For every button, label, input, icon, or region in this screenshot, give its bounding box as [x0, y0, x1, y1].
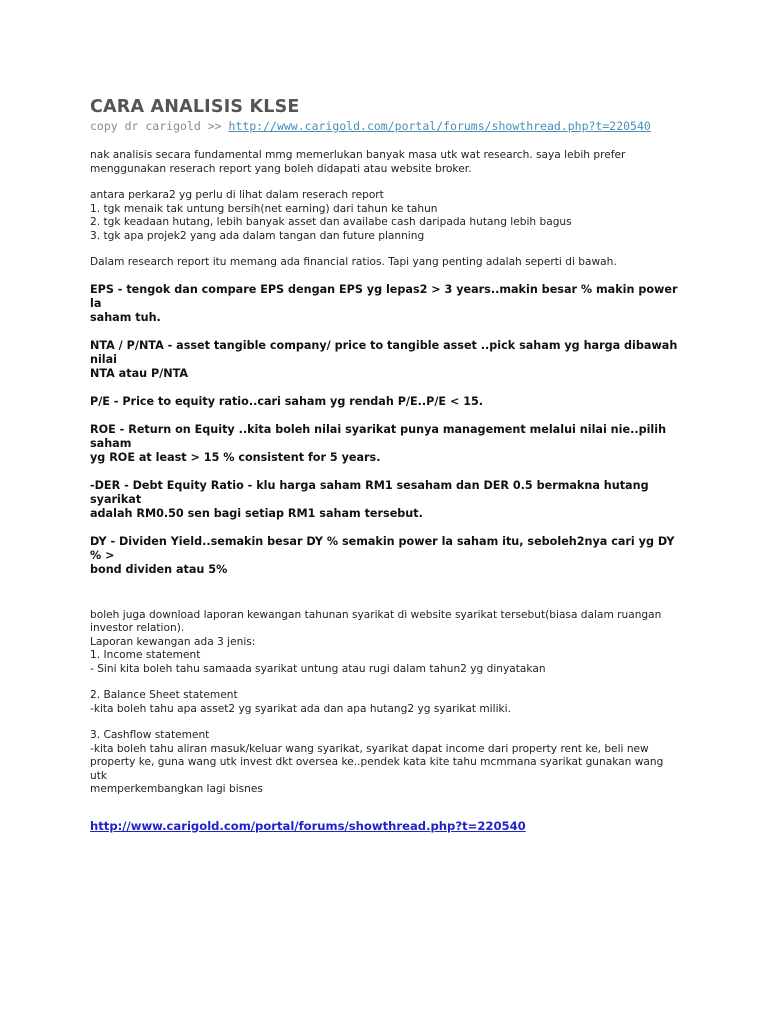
text-line: boleh juga download laporan kewangan tahunan syarikat di website syarikat tersebut(biasa dalam ruangan	[90, 608, 662, 621]
text-line: nak analisis secara fundamental mmg memerlukan banyak masa utk wat research. saya lebih prefer	[90, 149, 626, 161]
text-line: -kita boleh tahu aliran masuk/keluar wang syarikat, syarikat dapat income dari property rent ke, beli new	[90, 742, 649, 755]
source-prefix: copy dr carigold >>	[90, 119, 229, 133]
ratio-eps	[90, 283, 680, 325]
text-line: ROE - Return on Equity ..kita boleh nilai syarikat punya management melalui nilai nie..pilih saham	[90, 422, 667, 450]
ratios-intro	[90, 256, 680, 270]
text-line: antara perkara2 yg perlu di lihat dalam reserach report	[90, 189, 384, 201]
list-item: 1. tgk menaik tak untung bersih(net earning) dari tahun ke tahun	[90, 202, 438, 215]
text-line: yg ROE at least > 15 % consistent for 5 years.	[90, 450, 381, 464]
spacer	[90, 591, 680, 609]
ratio-dy	[90, 535, 680, 577]
ratio-pe	[90, 395, 680, 409]
text-line: Laporan kewangan ada 3 jenis:	[90, 635, 256, 648]
footer-link[interactable]: http://www.carigold.com/portal/forums/showthread.php?t=220540	[90, 818, 526, 833]
list-item: 2. Balance Sheet statement	[90, 689, 238, 701]
document-page	[90, 96, 680, 833]
ratio-der	[90, 479, 680, 521]
text-line: investor relation).	[90, 622, 185, 634]
text-line: memperkembangkan lagi bisnes	[90, 783, 263, 795]
document-title: CARA ANALISIS KLSE	[90, 97, 300, 117]
text-line: bond dividen atau 5%	[90, 562, 228, 576]
text-line: NTA atau P/NTA	[90, 366, 189, 380]
intro-paragraph	[90, 149, 680, 176]
text-line: adalah RM0.50 sen bagi setiap RM1 saham tersebut.	[90, 506, 423, 520]
ratio-roe	[90, 423, 680, 465]
text-line: EPS - tengok dan compare EPS dengan EPS yg lepas2 > 3 years..makin besar % makin power la	[90, 282, 678, 310]
list-item: 3. tgk apa projek2 yang ada dalam tangan dan future planning	[90, 229, 425, 242]
text-line: P/E - Price to equity ratio..cari saham yg rendah P/E..P/E < 15.	[90, 394, 484, 408]
text-line: menggunakan reserach report yang boleh didapati atau website broker.	[90, 162, 472, 175]
list-item: 1. Income statement	[90, 649, 201, 661]
text-line: saham tuh.	[90, 310, 161, 324]
text-line: NTA / P/NTA - asset tangible company/ price to tangible asset ..pick saham yg harga dibawah nilai	[90, 338, 678, 366]
text-line: property ke, guna wang utk invest dkt oversea ke..pendek kata kite tahu mcmmana syarikat gunakan wang utk	[90, 756, 664, 782]
balance-sheet-paragraph	[90, 689, 680, 716]
cashflow-paragraph	[90, 729, 680, 797]
criteria-list	[90, 189, 680, 243]
source-line	[90, 118, 680, 134]
text-line: - Sini kita boleh tahu samaada syarikat untung atau rugi dalam tahun2 yg dinyatakan	[90, 662, 546, 675]
text-line: DY - Dividen Yield..semakin besar DY % semakin power la saham itu, seboleh2nya cari yg DY % >	[90, 534, 675, 562]
list-item: 3. Cashflow statement	[90, 729, 210, 741]
text-line: -DER - Debt Equity Ratio - klu harga saham RM1 sesaham dan DER 0.5 bermakna hutang syarikat	[90, 478, 649, 506]
text-line: Dalam research report itu memang ada financial ratios. Tapi yang penting adalah seperti di bawah.	[90, 256, 617, 268]
ratio-nta	[90, 339, 680, 381]
text-line: -kita boleh tahu apa asset2 yg syarikat ada dan apa hutang2 yg syarikat miliki.	[90, 702, 511, 715]
source-link[interactable]: http://www.carigold.com/portal/forums/showthread.php?t=220540	[228, 119, 651, 133]
download-paragraph	[90, 609, 680, 677]
list-item: 2. tgk keadaan hutang, lebih banyak asset dan availabe cash daripada hutang lebih bagus	[90, 216, 572, 228]
